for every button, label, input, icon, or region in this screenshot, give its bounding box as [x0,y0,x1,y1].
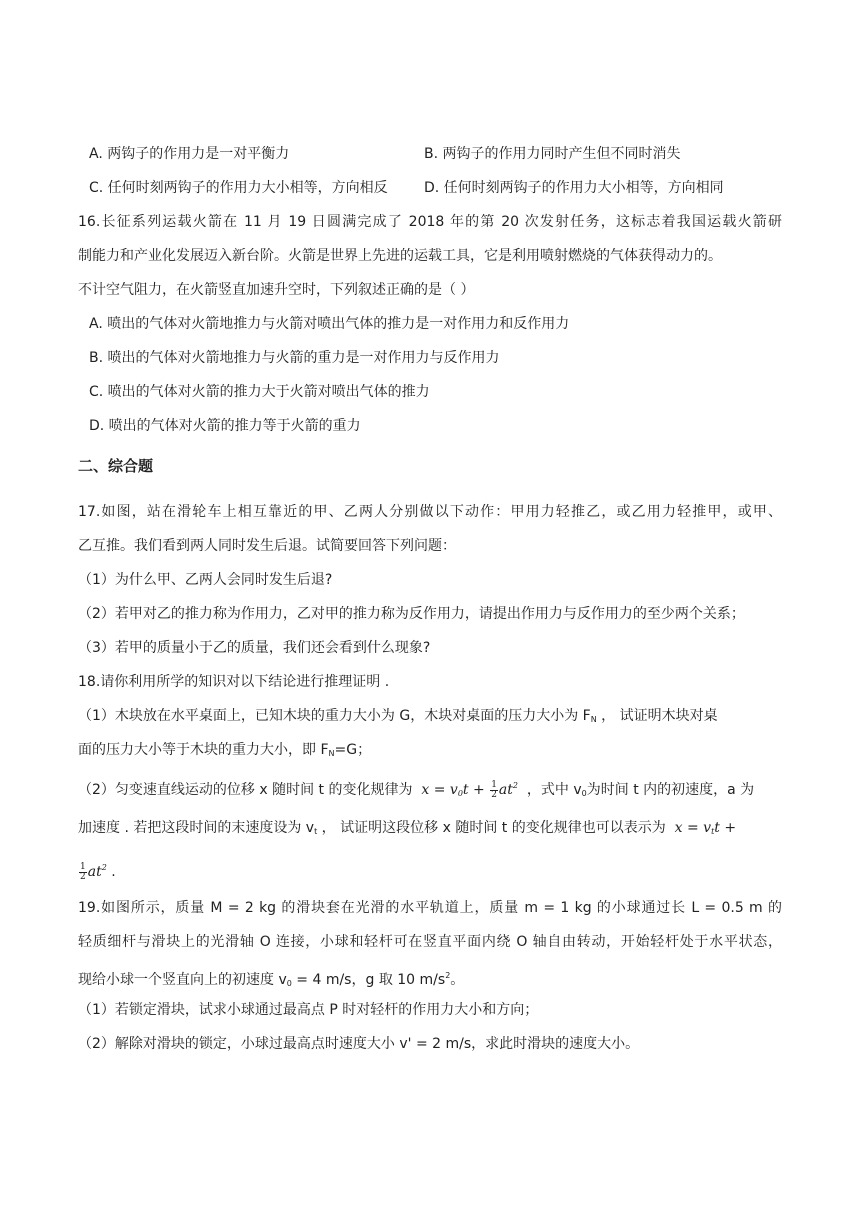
alt-formula-end: $\frac{1}{2}$ $at^2$ [80,861,107,882]
q16-stem-line2: 制能力和产业化发展迈入新台阶。火箭是世界上先进的运载工具，它是利用喷射燃烧的气体获得动力的。 [78,248,722,264]
q17-stem-line2: 乙互推。我们看到两人同时发生后退。试简要回答下列问题： [78,538,456,554]
q16-option-b: B. 喷出的气体对火箭地推力与火箭的重力是一对作用力与反作用力 [89,350,500,366]
q17-part3: （3）若甲的质量小于乙的质量，我们还会看到什么现象? [78,640,431,656]
q17-stem-line1: 17.如图，站在滑轮车上相互靠近的甲、乙两人分别做以下动作：甲用力轻推乙，或乙用力轻推甲，或甲、 [78,504,782,520]
section-heading: 二、综合题 [78,457,154,475]
q17-part1: （1）为什么甲、乙两人会同时发生后退? [78,572,333,588]
q15-option-a: A. 两钩子的作用力是一对平衡力 [89,146,290,162]
displacement-formula: $x = v_0t$ + $\frac{1}{2}$ $at^2$ [416,779,518,800]
q15-option-b: B. 两钩子的作用力同时产生但不同时消失 [424,146,681,162]
q15-option-d: D. 任何时刻两钩子的作用力大小相等，方向相同 [424,180,724,196]
q15-option-c: C. 任何时刻两钩子的作用力大小相等，方向相反 [89,180,388,196]
q18-part2-line1: （2）匀变速直线运动的位移 x 随时间 t 的变化规律为 $x = v_0t$ + $\frac{1}{2}$ $at^2$ ，式中 $v_0$为时间 t 内的初速度，a 为 [78,779,755,800]
q16-stem-line1: 16.长征系列运载火箭在 11 月 19 日圆满完成了 2018 年的第 20 次发射任务，这标志着我国运载火箭研 [78,214,782,230]
q19-stem-line3: 现给小球一个竖直向上的初速度 $v_0 = 4$ m/s，g 取 10 $m/s^2$。 [78,971,465,988]
q18-part1-line1: （1）木块放在水平桌面上，已知木块的重力大小为 G，木块对桌面的压力大小为 $F_N$ ， 试证明木块对桌 [78,708,718,724]
q16-option-c: C. 喷出的气体对火箭的推力大于火箭对喷出气体的推力 [89,384,430,400]
q17-part2: （2）若甲对乙的推力称为作用力，乙对甲的推力称为反作用力，请提出作用力与反作用力的至少两个关系； [78,606,745,622]
q18-part1-line2: 面的压力大小等于木块的重力大小，即 $F_N=G$； [78,742,372,758]
q16-option-d: D. 喷出的气体对火箭的推力等于火箭的重力 [89,418,361,434]
q19-stem-line1: 19.如图所示，质量 M = 2 kg 的滑块套在光滑的水平轨道上，质量 m = 1 kg 的小球通过长 L = 0.5 m 的 [78,900,782,916]
q18-part2-line2: 加速度 . 若把这段时间的末速度设为 $v_t$ ， 试证明这段位移 x 随时间 t 的变化规律也可以表示为 $x = v_tt$ + [78,820,737,836]
q16-stem-line3: 不计空气阻力，在火箭竖直加速升空时，下列叙述正确的是（ ） [78,282,475,298]
q16-option-a: A. 喷出的气体对火箭地推力与火箭对喷出气体的推力是一对作用力和反作用力 [89,316,570,332]
alt-formula-start: $x = v_tt$ + [670,820,737,836]
q19-part2: （2）解除对滑块的锁定，小球过最高点时速度大小 v' = 2 m/s，求此时滑块的速度大小。 [78,1036,640,1052]
q19-part1: （1）若锁定滑块，试求小球通过最高点 P 时对轻杆的作用力大小和方向； [78,1002,539,1018]
q19-stem-line2: 轻质细杆与滑块上的光滑轴 O 连接，小球和轻杆可在竖直平面内绕 O 轴自由转动，开始轻杆处于水平状态， [78,934,782,950]
q18-part2-line3: $\frac{1}{2}$ $at^2$ . [80,861,116,882]
q18-stem: 18.请你利用所学的知识对以下结论进行推理证明 . [78,674,390,690]
